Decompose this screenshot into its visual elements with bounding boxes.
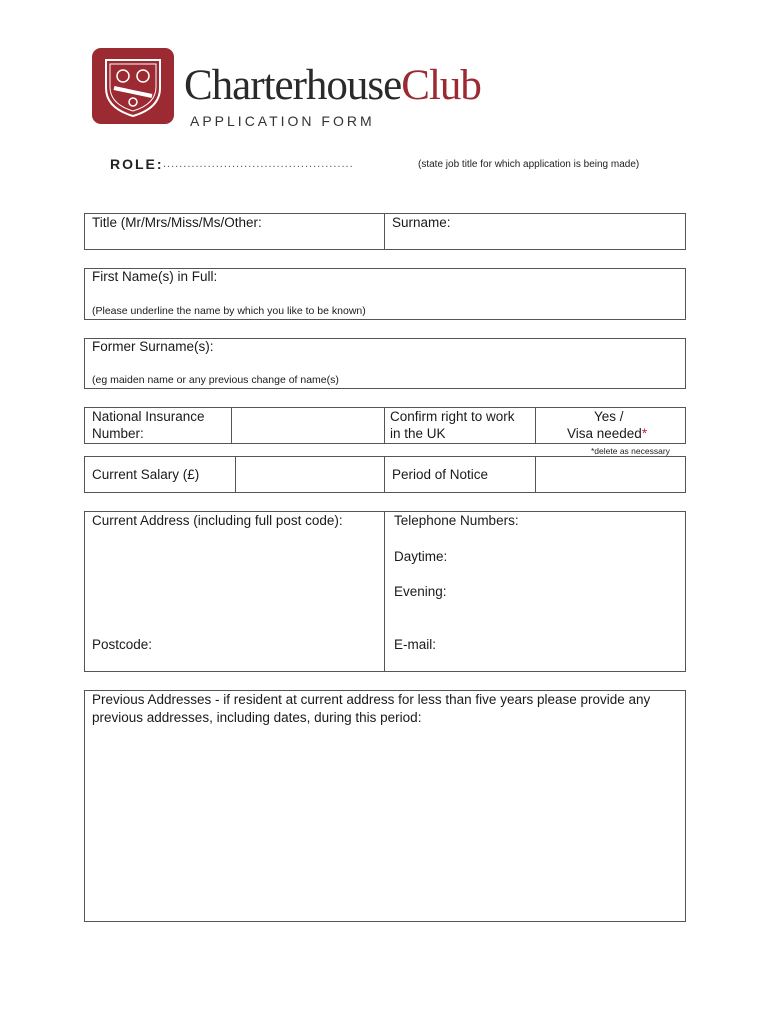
visa-option-label: Visa needed: [567, 426, 642, 441]
postcode-field[interactable]: [160, 636, 378, 654]
role-hint: (state job title for which application is being made): [418, 159, 640, 170]
ni-number-field[interactable]: [233, 409, 382, 442]
former-surname-label: Former Surname(s):: [92, 339, 214, 354]
divider: [535, 407, 536, 444]
visa-option[interactable]: [567, 425, 647, 443]
divider: [231, 407, 232, 444]
surname-label: Surname:: [392, 215, 451, 230]
divider: [384, 407, 385, 444]
brand-name-part2: Club: [401, 62, 481, 109]
role-input-line[interactable]: ...............................................: [163, 158, 354, 170]
previous-addresses-line1: Previous Addresses - if resident at current address for less than five years please provide any: [92, 692, 651, 707]
address-field[interactable]: [92, 534, 378, 630]
divider: [235, 456, 236, 493]
evening-label: Evening:: [394, 584, 447, 599]
yes-option[interactable]: Yes /: [594, 409, 624, 424]
evening-phone-field[interactable]: [452, 583, 680, 601]
salary-label: Current Salary (£): [92, 467, 200, 482]
surname-field[interactable]: [455, 216, 680, 244]
notice-label: Period of Notice: [392, 467, 489, 482]
daytime-phone-field[interactable]: [456, 548, 680, 566]
brand-name: [184, 58, 481, 114]
salary-field[interactable]: [237, 458, 382, 491]
delete-note: [591, 446, 670, 456]
shield-icon: [92, 48, 174, 124]
first-names-field[interactable]: [230, 271, 680, 293]
delete-note-text: *delete as necessary: [591, 446, 670, 456]
asterisk: *: [641, 426, 648, 441]
title-field[interactable]: [92, 234, 378, 248]
ni-label-line2: Number:: [92, 426, 144, 441]
brand-name-part1: Charterhouse: [184, 62, 402, 109]
phone-label: Telephone Numbers:: [394, 513, 519, 528]
title-label: Title (Mr/Mrs/Miss/Ms/Other:: [92, 215, 262, 230]
club-crest-logo: [92, 48, 174, 124]
divider: [535, 456, 536, 493]
daytime-label: Daytime:: [394, 549, 448, 564]
email-label: E-mail:: [394, 637, 437, 652]
first-names-hint: (Please underline the name by which you like to be known): [92, 305, 366, 317]
notice-field[interactable]: [537, 458, 684, 491]
previous-addresses-field[interactable]: [90, 732, 680, 916]
postcode-label: Postcode:: [92, 637, 153, 652]
first-names-label: First Name(s) in Full:: [92, 269, 218, 284]
divider: [384, 456, 385, 493]
right-to-work-line2: in the UK: [390, 426, 446, 441]
previous-addresses-line2: previous addresses, including dates, during this period:: [92, 710, 422, 725]
address-label: Current Address (including full post code):: [92, 513, 343, 528]
role-label: ROLE:: [110, 156, 164, 172]
ni-label-line1: National Insurance: [92, 409, 205, 424]
former-surname-field[interactable]: [225, 341, 680, 363]
divider: [384, 511, 385, 672]
form-subtitle: APPLICATION FORM: [190, 113, 375, 129]
former-surname-hint: (eg maiden name or any previous change of name(s): [92, 374, 339, 386]
email-field[interactable]: [446, 636, 680, 654]
right-to-work-line1: Confirm right to work: [390, 409, 515, 424]
divider: [384, 213, 385, 250]
